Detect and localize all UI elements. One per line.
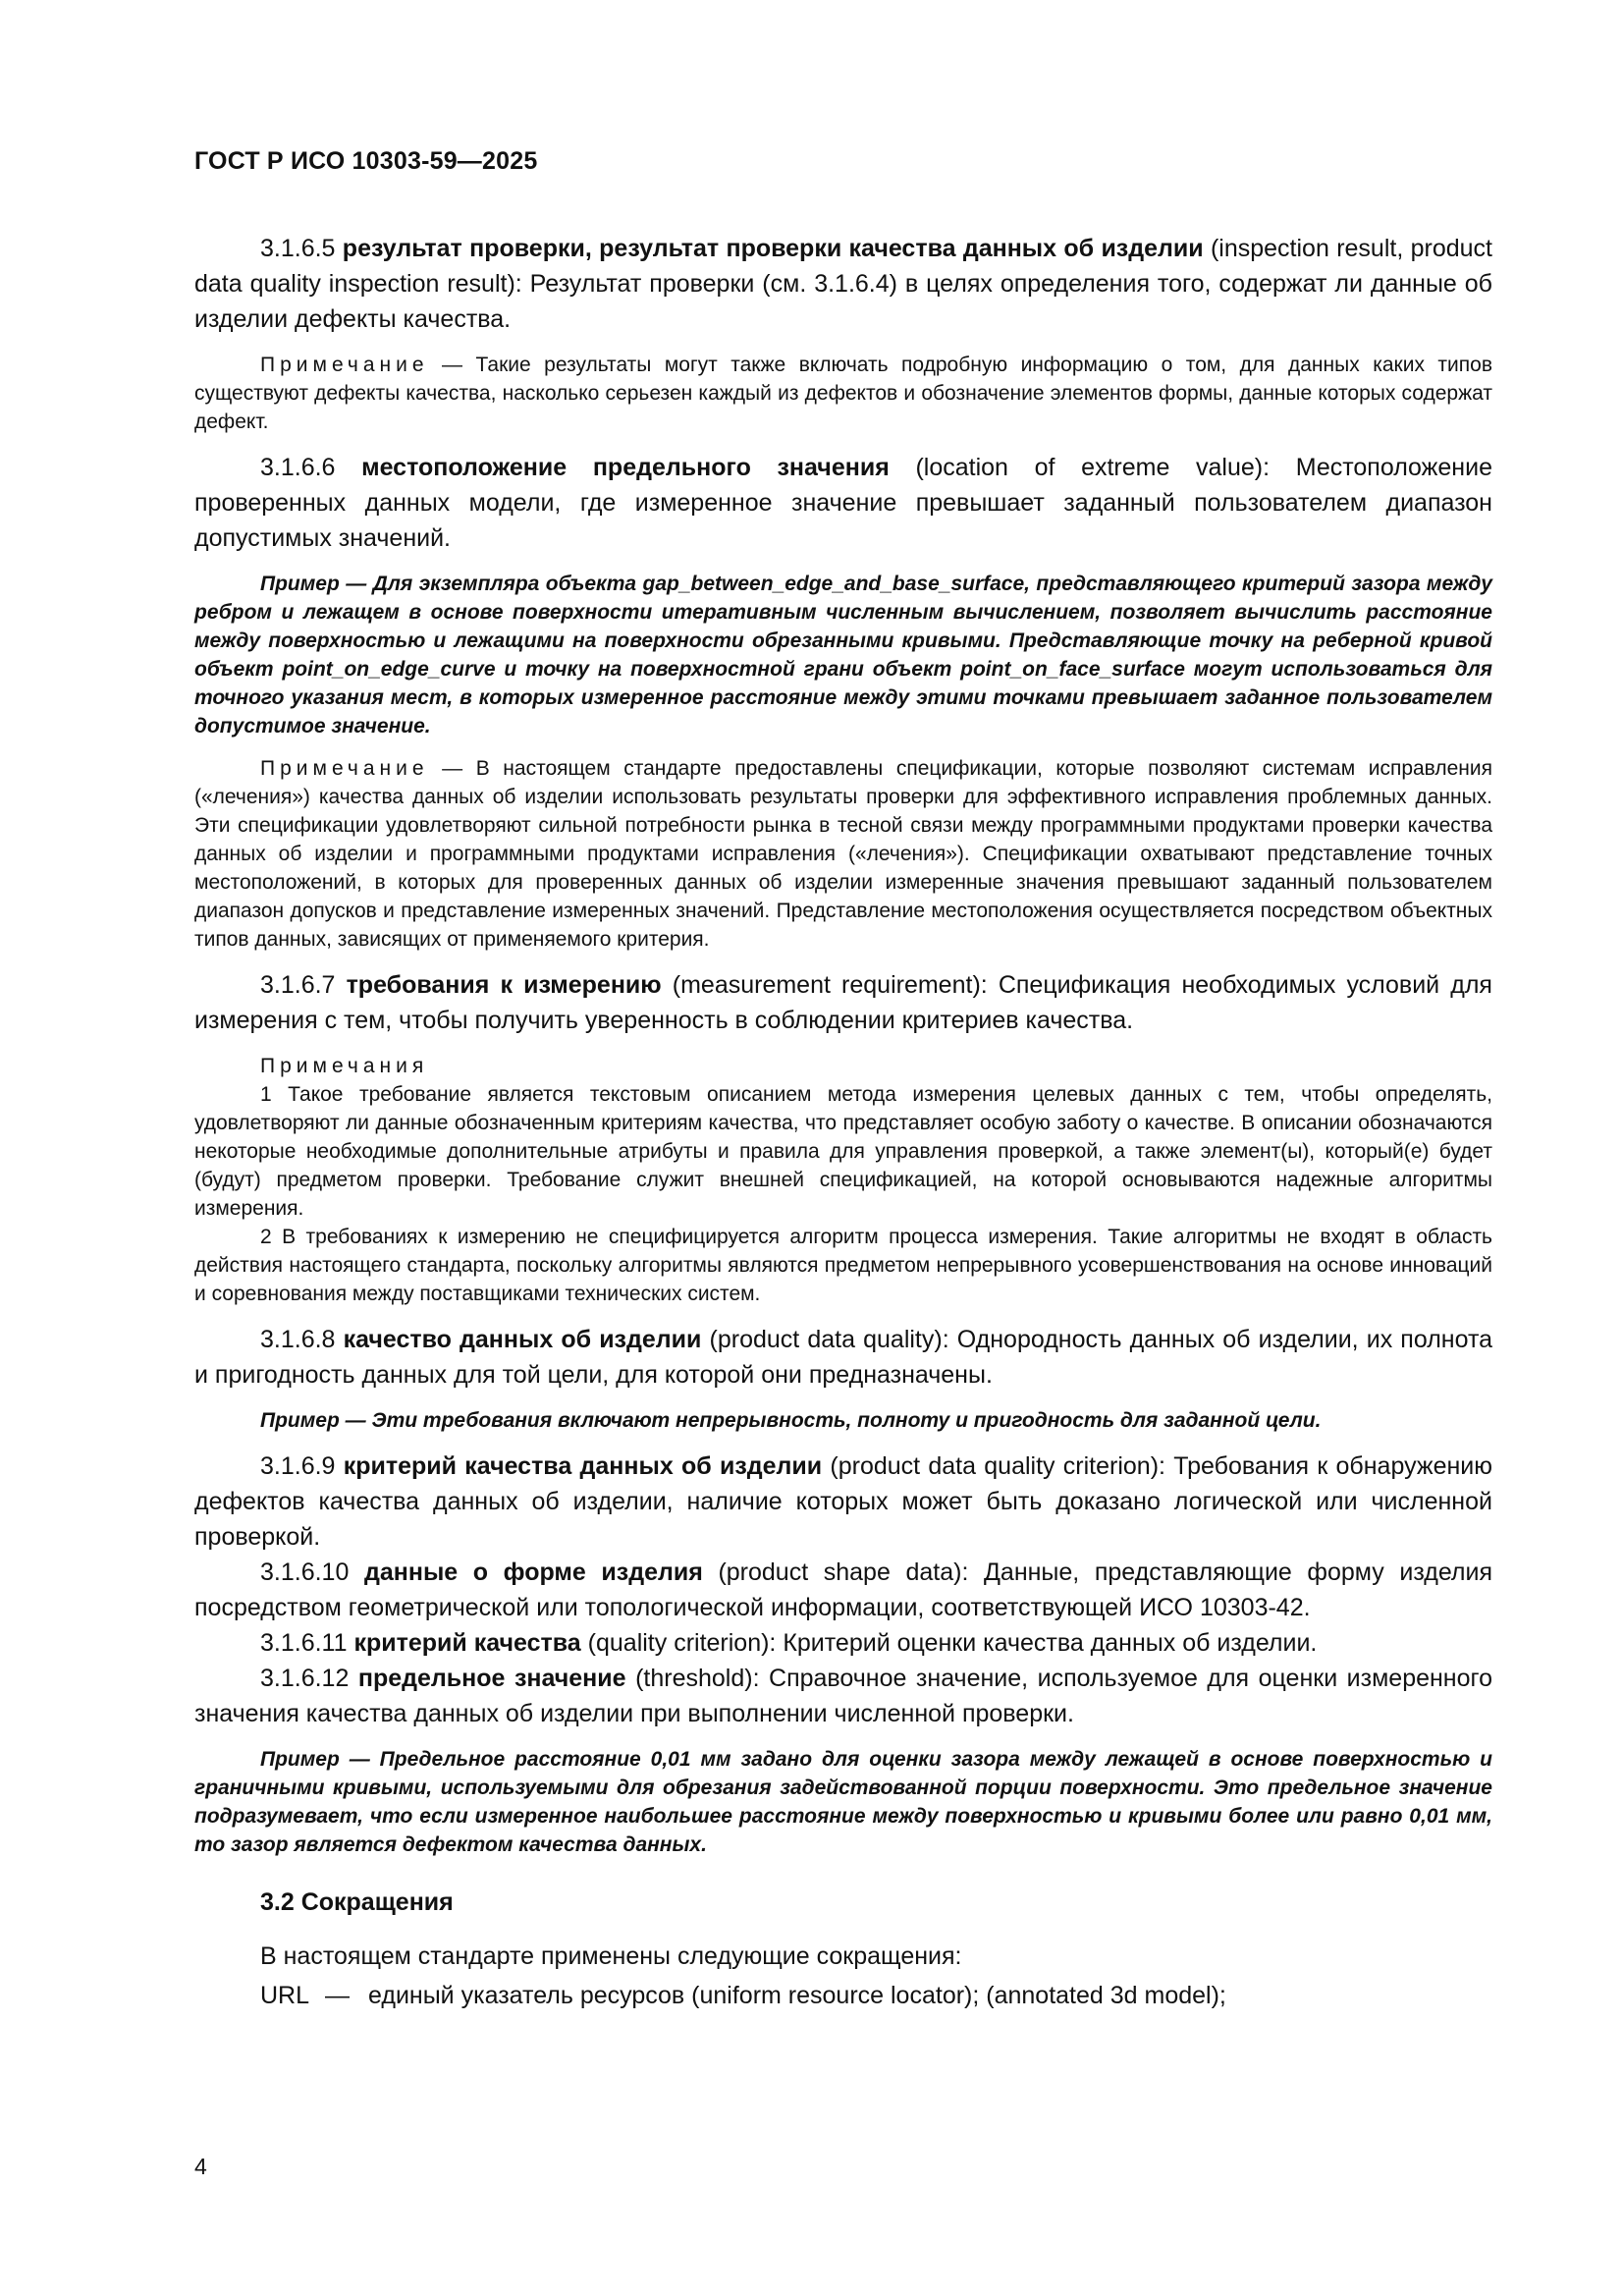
definition-term: критерий качества <box>353 1629 581 1657</box>
definition-term: требования к измерению <box>346 971 662 999</box>
abbreviation-dash: — <box>325 1982 350 2009</box>
definition-body: (location of extreme value): Местоположение проверенных данных модели, где измеренное значение превышает заданный пользователем диапазон допустимых значений. <box>194 454 1492 552</box>
definition-3-1-6-7 <box>194 967 1492 1038</box>
definition-term: данные о форме изделия <box>363 1558 703 1586</box>
definition-body: (measurement requirement): Спецификация необходимых условий для измерения с тем, чтобы получить уверенность в соблюдении критериев качества. <box>194 971 1492 1034</box>
definition-number: 3.1.6.11 <box>260 1629 348 1657</box>
definition-term: качество данных об изделии <box>343 1326 702 1353</box>
definition-term: критерий качества данных об изделии <box>343 1452 823 1480</box>
example-1: Пример — Для экземпляра объекта gap_between_edge_and_base_surface, представляющего критерий зазора между ребром и лежащем в основе поверхности итеративным численным вычислением, позволяет вычислить расстояние между поверхностью и лежащими на поверхности обрезанными кривыми. Представляющие точку на реберной кривой объект point_on_edge_curve и точку на поверхностной грани объект point_on_face_surface могут использоваться для точного указания мест, в которых измеренное расстояние между этими точками превышает заданное пользователем допустимое значение. <box>194 573 1492 738</box>
definition-3-1-6-12 <box>194 1661 1492 1731</box>
definition-number: 3.1.6.8 <box>260 1326 336 1353</box>
definition-number: 3.1.6.10 <box>260 1558 350 1586</box>
notes-item-1: 1 Такое требование является текстовым описанием метода измерения целевых данных с тем, чтобы определять, удовлетворяют ли данные обозначенным критериям качества, что представляет особую заботу о качестве. В описании обозначаются некоторые необходимые дополнительные атрибуты и правила для управления проверкой, а также элемент(ы), который(е) будет (будут) предметом проверки. Требование служит внешней спецификацией, на которой основываются надежные алгоритмы измерения. <box>194 1083 1492 1220</box>
abbreviation-row <box>260 1978 1492 2013</box>
definition-number: 3.1.6.6 <box>260 454 336 481</box>
notes-item-2: 2 В требованиях к измерению не специфицируется алгоритм процесса измерения. Такие алгоритмы не входят в область действия настоящего стандарта, поскольку алгоритмы являются предметом непрерывного усовершенствования на основе инноваций и соревнования между поставщиками технических систем. <box>194 1226 1492 1305</box>
definition-3-1-6-9 <box>194 1449 1492 1555</box>
note-1 <box>194 351 1492 436</box>
note-label: Примечание <box>260 354 429 376</box>
definition-body: (product data quality): Однородность данных об изделии, их полнота и пригодность данных для той цели, для которой они предназначены. <box>194 1326 1493 1389</box>
note-body: — В настоящем стандарте предоставлены спецификации, которые позволяют системам исправления («лечения») качества данных об изделии использовать результаты проверки для эффективного исправления проблемных данных. Эти спецификации удовлетворяют сильной потребности рынка в тесной связи между программными продуктами проверки качества данных об изделии и программными продуктами исправления («лечения»). Спецификации охватывают представление точных местоположений, в которых для проверенных данных об изделии измеренные значения превышают заданный пользователем диапазон допусков и представление измеренных значений. Представление местоположения осуществляется посредством объектных типов данных, зависящих от применяемого критерия. <box>194 757 1492 951</box>
definition-body: (product shape data): Данные, представляющие форму изделия посредством геометрической или топологической информации, соответствующей ИСО 10303-42. <box>194 1558 1492 1621</box>
abbreviation-definition: единый указатель ресурсов (uniform resource locator); (annotated 3d model); <box>368 1982 1226 2009</box>
definition-body: (quality criterion): Критерий оценки качества данных об изделии. <box>587 1629 1318 1657</box>
definition-number: 3.1.6.7 <box>260 971 336 999</box>
section-intro: В настоящем стандарте применены следующие сокращения: <box>260 1942 962 1970</box>
definition-number: 3.1.6.9 <box>260 1452 336 1480</box>
definition-3-1-6-11 <box>194 1625 1492 1661</box>
definition-term: предельное значение <box>357 1665 626 1692</box>
definition-term: результат проверки, результат проверки качества данных об изделии <box>342 235 1204 262</box>
definition-number: 3.1.6.5 <box>260 235 336 262</box>
page-content <box>194 147 1492 2013</box>
definition-number: 3.1.6.12 <box>260 1665 350 1692</box>
note-2 <box>194 754 1492 954</box>
definition-3-1-6-6 <box>194 450 1492 556</box>
document-header-title: ГОСТ Р ИСО 10303-59—2025 <box>194 147 538 175</box>
abbreviation-term: URL <box>260 1982 310 2009</box>
note-label: Примечание <box>260 757 429 780</box>
definition-body: (threshold): Справочное значение, используемое для оценки измеренного значения качества данных об изделии при выполнении численной проверки. <box>194 1665 1492 1727</box>
definition-3-1-6-5 <box>194 231 1492 337</box>
definition-body: (inspection result, product data quality inspection result): Результат проверки (см. 3.1.6.4) в целях определения того, содержат ли данные об изделии дефекты качества. <box>194 235 1492 333</box>
notes-label: Примечания <box>260 1055 429 1077</box>
definition-3-1-6-8 <box>194 1322 1492 1393</box>
definition-3-1-6-10 <box>194 1555 1492 1625</box>
section-heading-3-2: 3.2 Сокращения <box>260 1888 454 1916</box>
note-body: — Такие результаты могут также включать подробную информацию о том, для данных каких типов существуют дефекты качества, насколько серьезен каждый из дефектов и обозначение элементов формы, данные которых содержат дефект. <box>194 354 1492 433</box>
example-2: Пример — Эти требования включают непрерывность, полноту и пригодность для заданной цели. <box>260 1409 1322 1432</box>
example-3: Пример — Предельное расстояние 0,01 мм задано для оценки зазора между лежащей в основе поверхностью и граничными кривыми, используемыми для обрезания задействованной порции поверхности. Это предельное значение подразумевает, что если измеренное наибольшее расстояние между поверхностью и кривыми более или равно 0,01 мм, то зазор является дефектом качества данных. <box>194 1748 1492 1856</box>
definition-term: местоположение предельного значения <box>361 454 890 481</box>
page-number: 4 <box>194 2154 207 2179</box>
notes-3 <box>194 1052 1492 1308</box>
definition-body: (product data quality criterion): Требования к обнаружению дефектов качества данных об изделии, наличие которых может быть доказано логической или численной проверкой. <box>194 1452 1492 1551</box>
